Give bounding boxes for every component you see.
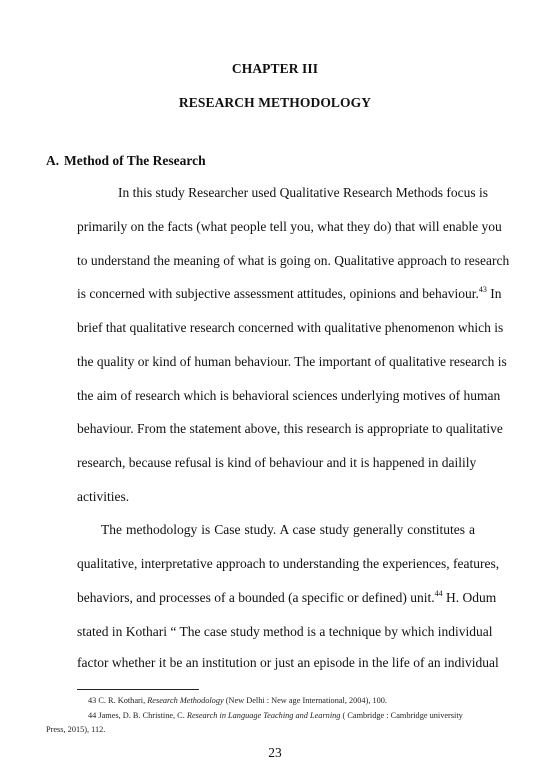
chapter-title: RESEARCH METHODOLOGY <box>178 95 372 110</box>
para1-line-4-tail: In <box>486 286 502 301</box>
para1-line-9: research, because refusal is kind of behaviour and it is happened in dailily <box>77 455 477 470</box>
para1-line-4-text: is concerned with subjective assessment attitudes, opinions and behaviour. <box>77 286 479 301</box>
para1-line-4 <box>77 285 502 302</box>
para1-line-10: activities. <box>77 489 130 504</box>
footnote-43-pub: (New Delhi : New age International, 2004), 100. <box>223 696 388 705</box>
footnote-44-pub: ( Cambridge : Cambridge university <box>340 711 463 720</box>
section-heading <box>46 153 206 169</box>
para2-line-2: qualitative, interpretative approach to understanding the experiences, features, <box>77 556 500 571</box>
page-number: 23 <box>268 745 282 760</box>
para1-line-3: to understand the meaning of what is going on. Qualitative approach to research <box>77 253 510 268</box>
para1-line-2: primarily on the facts (what people tell you, what they do) that will enable you <box>77 219 502 234</box>
para2-line-3-text: behaviors, and processes of a bounded (a specific or defined) unit. <box>77 590 435 605</box>
section-letter: A. <box>46 153 60 168</box>
footnote-44-title: Research in Language Teaching and Learning <box>186 711 341 720</box>
footnote-43 <box>88 695 387 706</box>
section-title: Method of The Research <box>64 153 206 168</box>
footnote-44-continuation: Press, 2015), 112. <box>46 725 106 734</box>
footnote-ref-44: 44 <box>434 589 443 598</box>
footnote-43-author: 43 C. R. Kothari, <box>88 696 148 705</box>
footnote-ref-43: 43 <box>478 285 487 294</box>
para1-line-7: the aim of research which is behavioral sciences underlying motives of human <box>77 388 501 403</box>
para1-line-1: In this study Researcher used Qualitative Research Methods focus is <box>118 185 489 200</box>
chapter-heading: CHAPTER III <box>231 61 319 76</box>
para2-line-4: stated in Kothari “ The case study method is a technique by which individual <box>77 624 493 639</box>
para2-line-3-tail: H. Odum <box>442 590 497 605</box>
footnote-44-author: 44 James, D. B. Christine, C. <box>88 711 187 720</box>
para2-line-3 <box>77 589 497 606</box>
para1-line-6: the quality or kind of human behaviour. The important of qualitative research is <box>77 354 507 369</box>
para2-line-5: factor whether it be an institution or just an episode in the life of an individual <box>77 655 499 670</box>
footnote-43-title: Research Methodology <box>147 696 224 705</box>
footnote-rule <box>77 689 199 690</box>
para2-line-1: The methodology is Case study. A case study generally constitutes a <box>101 522 475 537</box>
footnote-44 <box>88 710 463 721</box>
para1-line-5: brief that qualitative research concerned with qualitative phenomenon which is <box>77 320 504 335</box>
para1-line-8: behaviour. From the statement above, this research is appropriate to qualitative <box>77 421 503 436</box>
